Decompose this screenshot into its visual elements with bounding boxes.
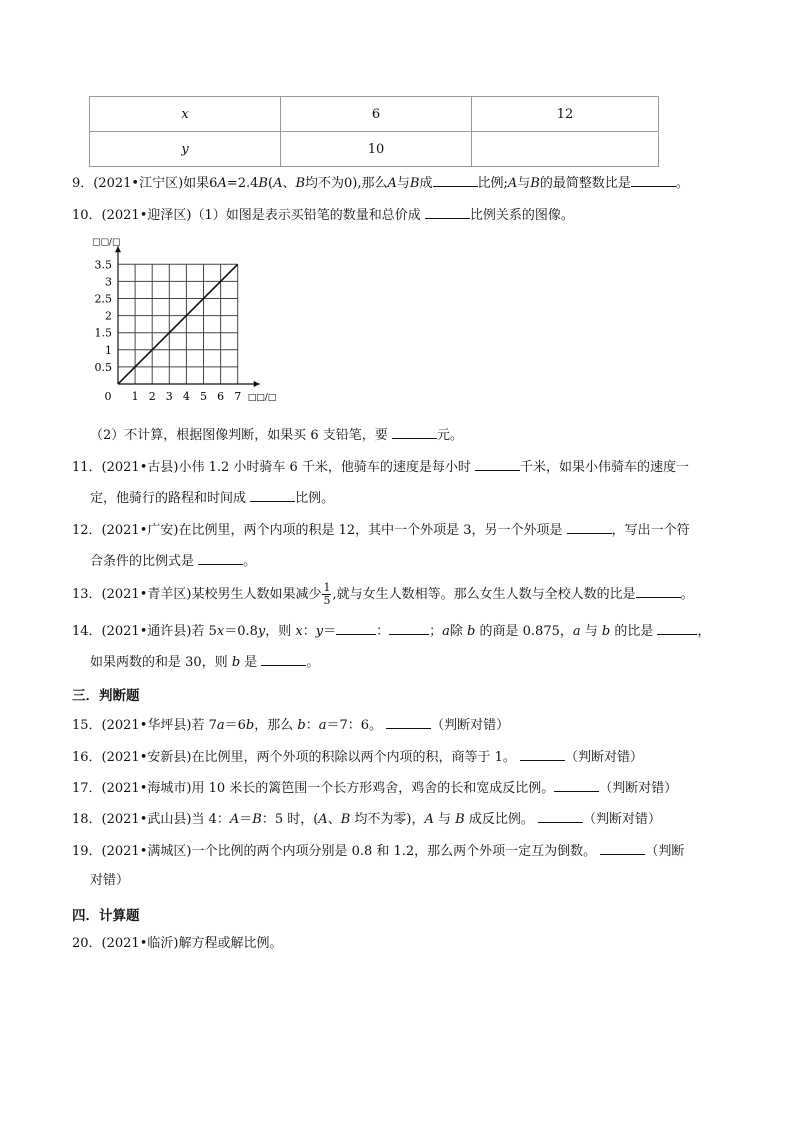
text: 的最简整数比是 — [539, 176, 631, 191]
question-19-cont — [90, 872, 129, 890]
text: ,就与女生人数相等。那么女生人数与全校人数的比是 — [332, 587, 636, 602]
text: ，那么 — [254, 718, 298, 733]
x-tick-label: 3 — [165, 390, 173, 403]
text: 与 — [433, 812, 456, 827]
var: A — [424, 812, 434, 827]
var: a — [572, 624, 581, 639]
var: a — [216, 718, 225, 733]
y-axis-label: □□/□ — [92, 238, 121, 248]
question-11 — [72, 457, 689, 477]
answer-blank[interactable] — [600, 841, 645, 855]
text: 。 — [306, 655, 320, 670]
text: ； — [429, 624, 443, 639]
var: A — [318, 812, 328, 827]
var: A — [273, 176, 283, 191]
answer-blank[interactable] — [425, 205, 470, 219]
y-tick-label: 2.5 — [94, 292, 112, 306]
text: 成 — [419, 176, 433, 191]
text: 均不为0),那么 — [305, 176, 388, 191]
text: 19．(2021•满城区)一个比例的两个内项分别是 0.8 和 1.2，那么两个外项一定互为倒数。 — [72, 844, 601, 859]
text: ＝ — [239, 812, 253, 827]
answer-blank[interactable] — [657, 621, 697, 635]
text: 定，他骑行的路程和时间成 — [90, 491, 251, 506]
text: 9．(2021•江宁区)如果6 — [72, 176, 218, 191]
question-14-cont — [90, 652, 319, 672]
text: 比例关系的图像。 — [469, 208, 574, 223]
var: x — [216, 624, 225, 639]
x-axis-arrow — [254, 381, 260, 387]
var: B — [530, 176, 540, 191]
text: 合条件的比例式是 — [90, 554, 199, 569]
text: （判断 — [645, 844, 685, 859]
x-tick-label: 5 — [200, 390, 207, 403]
text: 比例。 — [295, 491, 335, 506]
text: ： — [302, 624, 316, 639]
text: 是 — [240, 655, 262, 670]
text: （2）不计算，根据图像判断，如果买 6 支铅笔，要 — [90, 428, 392, 443]
text: 与 — [517, 176, 531, 191]
numerator: 1 — [323, 581, 331, 594]
y-tick-label: 1.5 — [94, 326, 112, 340]
var: b — [297, 718, 306, 733]
text: 13．(2021•青羊区)某校男生人数如果减少 — [72, 587, 322, 602]
text: 如果两数的和是 30，则 — [90, 655, 232, 670]
question-13 — [72, 582, 694, 607]
answer-blank[interactable] — [631, 173, 676, 187]
text: 10．(2021•迎泽区)（1）如图是表示买铅笔的数量和总价成 — [72, 208, 425, 223]
question-12 — [72, 520, 690, 540]
table-cell: 6 — [281, 97, 472, 132]
var: b — [467, 624, 476, 639]
question-9 — [72, 173, 689, 193]
text: ： — [376, 624, 390, 639]
var: B — [409, 176, 420, 191]
text: 除 — [449, 624, 468, 639]
table-row — [90, 132, 659, 167]
series-line — [118, 264, 238, 384]
text: ，写出一个符 — [611, 523, 690, 538]
var: A — [217, 176, 227, 191]
y-tick-label: 0.5 — [94, 360, 112, 374]
var: A — [507, 176, 518, 191]
answer-blank[interactable] — [250, 488, 295, 502]
var: B — [455, 812, 465, 827]
question-15 — [72, 715, 509, 735]
answer-blank[interactable] — [433, 173, 478, 187]
y-tick-label: 2 — [105, 309, 112, 323]
x-axis-label: □□/□ — [247, 393, 277, 403]
question-20: 20．(2021•临沂)解方程或解比例。 — [72, 936, 283, 951]
var: a — [442, 624, 450, 639]
text: 的商是 0.875， — [475, 624, 573, 639]
text: ： — [305, 718, 319, 733]
text: 与 — [396, 176, 410, 191]
text: 12．(2021•广安)在比例里，两个内项的积是 12，其中一个外项是 3，另一个外项是 — [72, 523, 567, 538]
text: 。 — [243, 554, 257, 569]
section-heading: 四．计算题 — [72, 908, 140, 924]
table-cell — [472, 132, 659, 167]
fraction — [322, 582, 331, 607]
text: （判断对错） — [564, 750, 643, 765]
answer-blank[interactable] — [386, 715, 431, 729]
answer-blank[interactable] — [392, 425, 437, 439]
x-tick-label: 0 — [104, 390, 112, 403]
var: a — [318, 718, 327, 733]
var: b — [601, 624, 611, 639]
answer-blank[interactable] — [520, 747, 565, 761]
answer-blank[interactable] — [636, 584, 681, 598]
price-line-chart — [90, 238, 290, 408]
x-tick-label: 7 — [234, 390, 242, 403]
answer-blank[interactable] — [336, 621, 376, 635]
answer-blank[interactable] — [475, 457, 520, 471]
var: B — [258, 176, 268, 191]
table-cell: x — [90, 97, 281, 132]
text: 千米，如果小伟骑车的速度一 — [520, 460, 690, 475]
answer-blank[interactable] — [261, 652, 306, 666]
answer-blank[interactable] — [198, 551, 243, 565]
table-row — [90, 97, 659, 132]
text: ：5 时，( — [261, 812, 319, 827]
answer-blank[interactable] — [389, 621, 429, 635]
question-10-part2 — [90, 425, 463, 445]
text: （判断对错） — [599, 781, 678, 796]
question-10 — [72, 205, 574, 225]
text: 14．(2021•通许县)若 5 — [72, 624, 217, 639]
text: =2.4 — [226, 176, 259, 191]
question-19 — [72, 841, 684, 861]
question-14 — [72, 621, 711, 641]
text: ，则 — [265, 624, 296, 639]
x-tick-label: 2 — [148, 390, 156, 403]
answer-blank[interactable] — [567, 520, 612, 534]
text: 均不为零)， — [350, 812, 425, 827]
section-heading: 三．判断题 — [72, 688, 140, 704]
answer-blank[interactable] — [554, 778, 599, 792]
table-cell: 12 — [472, 97, 659, 132]
denominator: 5 — [323, 594, 331, 607]
question-17 — [72, 778, 677, 798]
text: 、 — [282, 176, 296, 191]
text: 比例; — [477, 176, 508, 191]
text: 与 — [580, 624, 602, 639]
answer-blank[interactable] — [538, 809, 583, 823]
var: B — [252, 812, 262, 827]
text: ， — [697, 624, 711, 639]
text: （判断对错） — [431, 718, 510, 733]
text: 成反比例。 — [464, 812, 538, 827]
text: 的比是 — [610, 624, 658, 639]
text: 11．(2021•古县)小伟 1.2 小时骑车 6 千米，他骑车的速度是每小时 — [72, 460, 476, 475]
y-tick-label: 3 — [105, 275, 112, 289]
text: 。 — [680, 587, 694, 602]
text: 对错） — [90, 873, 130, 888]
text: ＝6 — [224, 718, 246, 733]
var: A — [387, 176, 397, 191]
var: b — [245, 718, 255, 733]
text: 。 — [675, 176, 689, 191]
var: A — [229, 812, 240, 827]
var: y — [315, 624, 324, 639]
text: 15．(2021•华坪县)若 7 — [72, 718, 217, 733]
y-tick-label: 1 — [105, 343, 112, 357]
text: 、 — [327, 812, 341, 827]
text: ＝7：6。 — [326, 718, 387, 733]
x-tick-label: 1 — [131, 390, 139, 403]
var: b — [231, 655, 241, 670]
question-12-cont — [90, 551, 256, 571]
text: ( — [267, 176, 274, 191]
question-11-cont — [90, 488, 334, 508]
text: 元。 — [436, 428, 463, 443]
text: 18．(2021•武山县)当 4： — [72, 812, 230, 827]
y-tick-label: 3.5 — [94, 258, 112, 272]
table-cell: 10 — [281, 132, 472, 167]
text: 16．(2021•安新县)在比例里，两个外项的积除以两个内项的积，商等于 1。 — [72, 750, 520, 765]
var: x — [295, 624, 303, 639]
text: ＝ — [323, 624, 337, 639]
var: y — [257, 624, 266, 639]
text: （判断对错） — [582, 812, 661, 827]
xy-table — [89, 96, 659, 167]
text: ＝0.8 — [224, 624, 258, 639]
question-18 — [72, 809, 661, 829]
text: 17．(2021•海城市)用 10 米长的篱笆围一个长方形鸡舍，鸡舍的长和宽成反比例。 — [72, 781, 555, 796]
var: B — [340, 812, 351, 827]
question-16 — [72, 747, 643, 767]
x-tick-label: 6 — [217, 390, 225, 403]
table-cell: y — [90, 132, 281, 167]
x-tick-label: 4 — [182, 390, 190, 403]
var: B — [295, 176, 306, 191]
